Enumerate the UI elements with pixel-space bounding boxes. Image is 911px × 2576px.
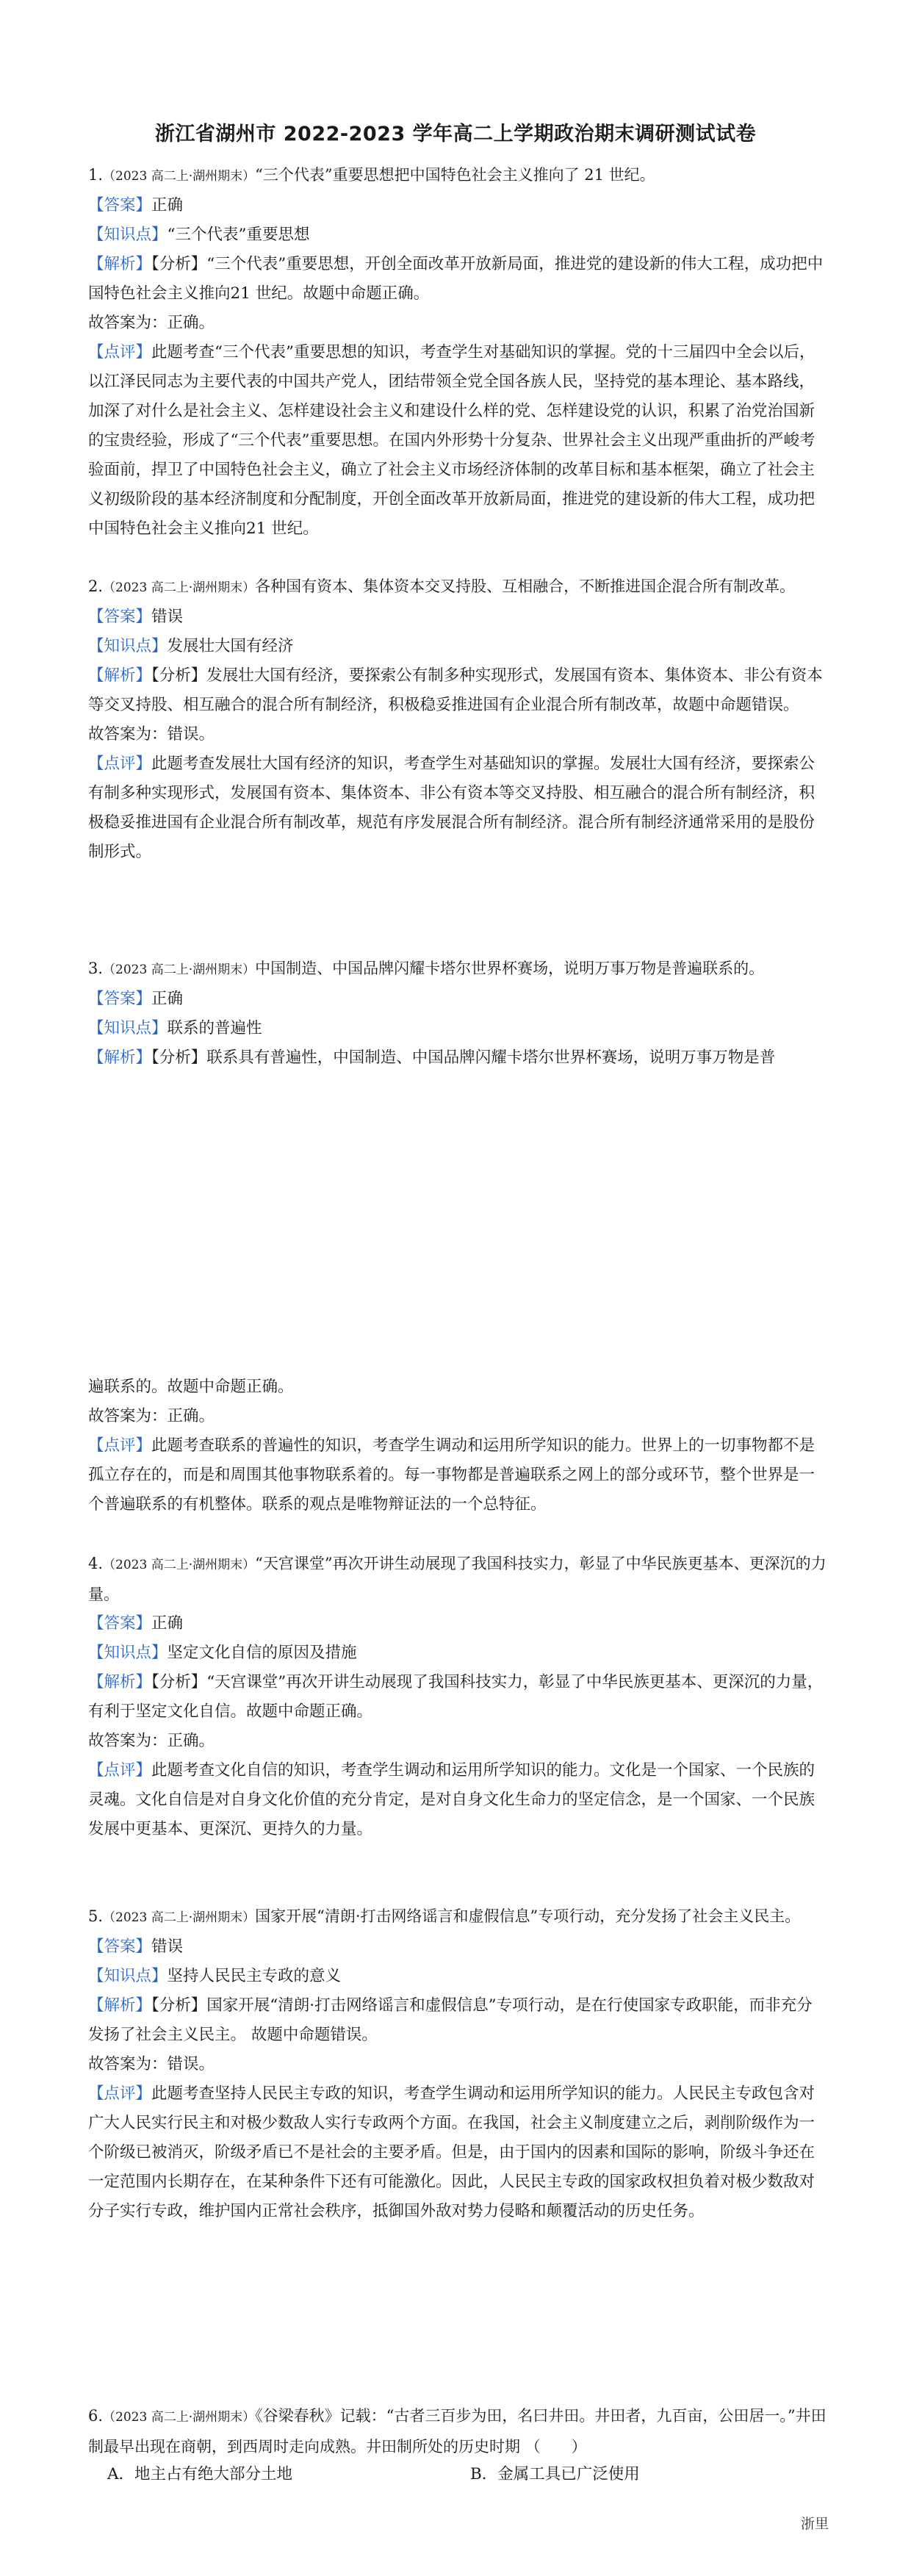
conclusion-line: 故答案为：错误。 <box>88 2055 215 2073</box>
knowledge-tag: 【知识点】 <box>88 226 168 244</box>
question-3-continued <box>88 1372 827 1519</box>
question-stem <box>88 2401 827 2461</box>
analysis-tag: 【解析】 <box>88 255 152 273</box>
answer-value: 正确 <box>151 196 184 215</box>
question-source: （2023 高二上·湖州期末） <box>103 1558 256 1572</box>
answer-tag: 【答案】 <box>88 1938 152 1956</box>
knowledge-line <box>88 1962 827 1991</box>
analysis-text: 【分析】国家开展“清朗·打击网络谣言和虚假信息”专项行动，是在行使国家专政职能，而非充分发扬了社会主义民主。 故题中命题错误。 <box>88 1996 813 2044</box>
page-footer: 浙里 <box>800 2516 829 2532</box>
answer-line <box>88 1609 827 1638</box>
answer-tag: 【答案】 <box>88 990 152 1008</box>
answer-value: 错误 <box>151 1938 184 1956</box>
analysis-text: 【分析】“天宫课堂”再次开讲生动展现了我国科技实力，彰显了中华民族更基本、更深沉的力量，有利于坚定文化自信。故题中命题正确。 <box>88 1673 824 1721</box>
question-3 <box>88 954 827 1073</box>
analysis-text: 【分析】“三个代表”重要思想，开创全面改革开放新局面，推进党的建设新的伟大工程，成功把中国特色社会主义推向21 世纪。故题中命题正确。 <box>88 255 824 303</box>
page-title: 浙江省湖州市 2022-2023 学年高二上学期政治期末调研测试试卷 <box>154 123 757 145</box>
answer-value: 正确 <box>151 1614 184 1633</box>
analysis-tag: 【解析】 <box>88 1673 152 1691</box>
answer-value: 错误 <box>151 608 184 626</box>
question-number: 6. <box>88 2407 104 2425</box>
comment-text: 此题考查坚持人民民主专政的知识，考查学生调动和运用所学知识的能力。人民民主专政包含对广大人民实行民主和对极少数敌人实行专政两个方面。在我国，社会主义制度建立之后，剥削阶级作为一个阶级已被消灭，阶级矛盾已不是社会的主要矛盾。但是，由于国内的因素和国际的影响，阶级斗争还在一定范围内长期存在，在某种条件下还有可能激化。因此，人民民主专政的国家政权担负着对极少数敌对分子实行专政，维护国内正常社会秩序，抵御国外敌对势力侵略和颠覆活动的历史任务。 <box>88 2084 815 2220</box>
analysis-line <box>88 1991 827 2050</box>
analysis-tag: 【解析】 <box>88 666 152 685</box>
knowledge-tag: 【知识点】 <box>88 1967 168 1985</box>
option-a[interactable]: A．地主占有绝大部分土地 <box>107 2465 293 2483</box>
knowledge-value: 发展壮大国有经济 <box>167 637 294 655</box>
question-5 <box>88 1902 827 2226</box>
knowledge-value: 坚持人民民主专政的意义 <box>167 1967 342 1985</box>
answer-line <box>88 602 827 632</box>
question-stem <box>88 160 827 191</box>
answer-value: 正确 <box>151 990 184 1008</box>
question-source: （2023 高二上·湖州期末） <box>103 169 256 184</box>
question-text: 《谷梁春秋》记载：“古者三百步为田，名曰井田。井田者，九百亩，公田居一。”井田 制最早出现在商朝，到西周时走向成熟。井田制所处的历史时期 （ ） <box>88 2407 827 2456</box>
analysis-line <box>88 250 827 309</box>
analysis-continued: 遍联系的。故题中命题正确。 <box>88 1378 294 1396</box>
comment-text: 此题考查发展壮大国有经济的知识，考查学生对基础知识的掌握。发展壮大国有经济，要探索公有制多种实现形式，发展国有资本、集体资本、非公有资本等交叉持股、相互融合的混合所有制经济，积极稳妥推进国有企业混合所有制改革，规范有序发展混合所有制经济。混合所有制经济通常采用的是股份制形式。 <box>88 755 815 861</box>
question-2 <box>88 572 827 867</box>
question-number: 4. <box>88 1555 104 1572</box>
question-text: 中国制造、中国品牌闪耀卡塔尔世界杯赛场，说明万事万物是普遍联系的。 <box>255 960 765 977</box>
conclusion-line: 故答案为：正确。 <box>88 1732 215 1750</box>
question-number: 3. <box>88 960 104 977</box>
analysis-text: 【分析】发展壮大国有经济，要探索公有制多种实现形式，发展国有资本、集体资本、非公有资本等交叉持股、相互融合的混合所有制经济，积极稳妥推进国有企业混合所有制改革，故题中命题错误。 <box>88 666 823 714</box>
conclusion-line: 故答案为：错误。 <box>88 725 215 744</box>
answer-line <box>88 191 827 220</box>
knowledge-tag: 【知识点】 <box>88 1019 168 1037</box>
question-source: （2023 高二上·湖州期末） <box>103 2410 256 2425</box>
comment-text: 此题考查联系的普遍性的知识，考查学生调动和运用所学知识的能力。世界上的一切事物都不是孤立存在的，而是和周围其他事物联系着的。每一事物都是普遍联系之网上的部分或环节，整个世界是一个普遍联系的有机整体。联系的观点是唯物辩证法的一个总特征。 <box>88 1436 815 1514</box>
comment-line <box>88 2079 827 2226</box>
comment-tag: 【点评】 <box>88 343 152 361</box>
answer-tag: 【答案】 <box>88 608 152 626</box>
question-number: 1. <box>88 166 104 184</box>
knowledge-line <box>88 1638 827 1668</box>
question-stem <box>88 954 827 985</box>
question-4 <box>88 1549 827 1844</box>
question-1 <box>88 160 827 544</box>
knowledge-line <box>88 1014 827 1043</box>
question-source: （2023 高二上·湖州期末） <box>103 1910 256 1925</box>
conclusion-line: 故答案为：正确。 <box>88 1407 215 1425</box>
comment-text: 此题考查“三个代表”重要思想的知识，考查学生对基础知识的掌握。党的十三届四中全会以后，以江泽民同志为主要代表的中国共产党人，团结带领全党全国各族人民，坚持党的基本理论、基本路线，加深了对什么是社会主义、怎样建设社会主义和建设什么样的党、怎样建设党的认识，积累了治党治国新的宝贵经验，形成了“三个代表”重要思想。在国内外形势十分复杂、世界社会主义出现严重曲折的严峻考验面前，捍卫了中国特色社会主义，确立了社会主义市场经济体制的改革目标和基本框架，确立了社会主义初级阶段的基本经济制度和分配制度，开创全面改革开放新局面，推进党的建设新的伟大工程，成功把中国特色社会主义推向21 世纪。 <box>88 343 815 538</box>
analysis-line <box>88 661 827 720</box>
question-text: “三个代表”重要思想把中国特色社会主义推向了 21 世纪。 <box>255 166 655 184</box>
question-text: 各种国有资本、集体资本交叉持股、互相融合，不断推进国企混合所有制改革。 <box>255 578 796 595</box>
question-source: （2023 高二上·湖州期末） <box>103 580 256 595</box>
analysis-line <box>88 1668 827 1727</box>
knowledge-tag: 【知识点】 <box>88 1644 168 1662</box>
analysis-line <box>88 1043 827 1073</box>
comment-tag: 【点评】 <box>88 2084 152 2103</box>
question-stem <box>88 1902 827 1932</box>
analysis-tag: 【解析】 <box>88 1996 152 2015</box>
knowledge-line <box>88 632 827 661</box>
answer-line <box>88 1932 827 1962</box>
answer-tag: 【答案】 <box>88 1614 152 1633</box>
comment-line <box>88 749 827 867</box>
knowledge-value: 坚定文化自信的原因及措施 <box>167 1644 357 1662</box>
answer-tag: 【答案】 <box>88 196 152 215</box>
comment-text: 此题考查文化自信的知识，考查学生调动和运用所学知识的能力。文化是一个国家、一个民族的灵魂。文化自信是对自身文化价值的充分肯定，是对自身文化生命力的坚定信念，是一个国家、一个民族发展中更基本、更深沉、更持久的力量。 <box>88 1761 815 1838</box>
knowledge-line <box>88 220 827 250</box>
comment-tag: 【点评】 <box>88 1761 152 1780</box>
comment-line <box>88 338 827 544</box>
comment-line <box>88 1756 827 1844</box>
question-stem <box>88 572 827 602</box>
analysis-text: 【分析】联系具有普遍性，中国制造、中国品牌闪耀卡塔尔世界杯赛场，说明万事万物是普 <box>151 1048 776 1067</box>
question-number: 5. <box>88 1907 104 1925</box>
knowledge-tag: 【知识点】 <box>88 637 168 655</box>
comment-line <box>88 1431 827 1519</box>
question-source: （2023 高二上·湖州期末） <box>103 963 256 977</box>
question-text: “天宫课堂”再次开讲生动展现了我国科技实力，彰显了中华民族更基本、更深沉的力量。 <box>88 1555 827 1603</box>
question-6 <box>88 2401 827 2461</box>
option-b[interactable]: B．金属工具已广泛使用 <box>470 2465 640 2483</box>
conclusion-line: 故答案为：正确。 <box>88 314 215 332</box>
knowledge-value: “三个代表”重要思想 <box>167 226 310 244</box>
comment-tag: 【点评】 <box>88 1436 152 1455</box>
question-text: 国家开展“清朗·打击网络谣言和虚假信息”专项行动，充分发扬了社会主义民主。 <box>255 1907 801 1925</box>
comment-tag: 【点评】 <box>88 755 152 773</box>
question-number: 2. <box>88 578 104 595</box>
knowledge-value: 联系的普遍性 <box>167 1019 262 1037</box>
question-stem <box>88 1549 827 1609</box>
analysis-tag: 【解析】 <box>88 1048 152 1067</box>
answer-line <box>88 985 827 1014</box>
